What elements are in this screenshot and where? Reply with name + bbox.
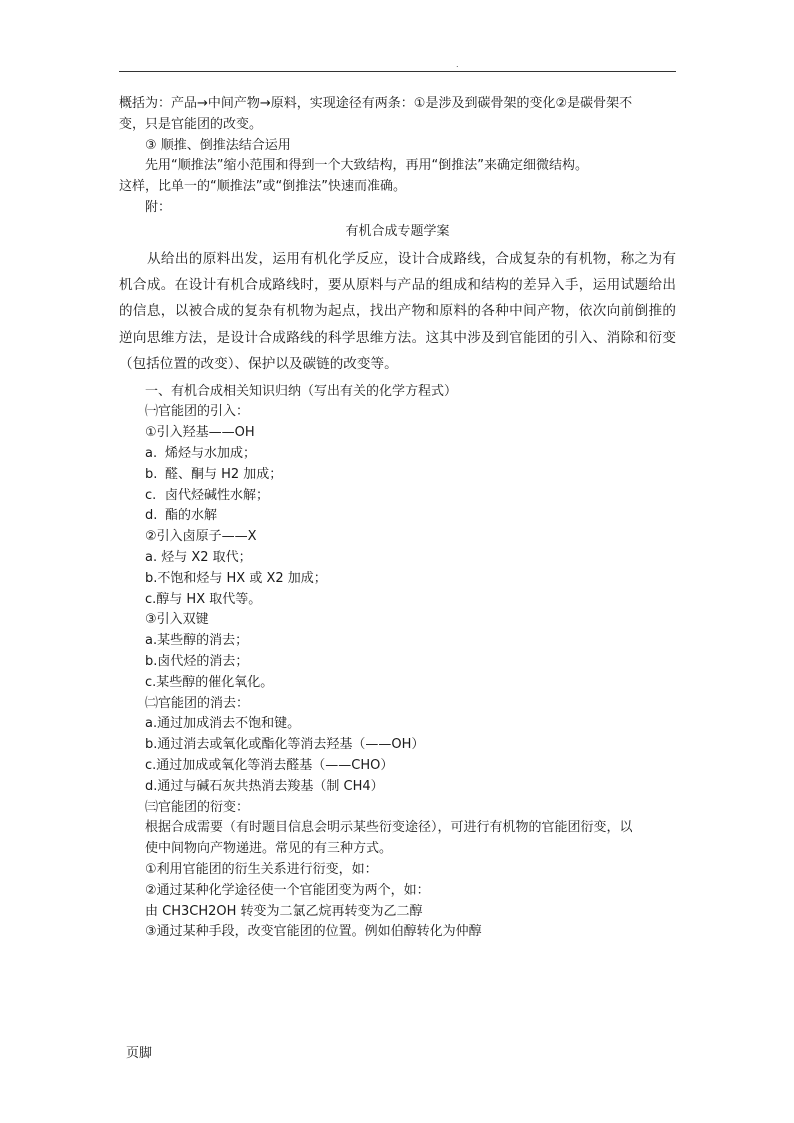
list-label: c. [145,487,157,503]
list-item: ③通过某种手段，改变官能团的位置。例如伯醇转化为仲醇 [145,924,482,940]
list-item [119,444,676,465]
subsection-heading: ㈡官能团的消去： [145,695,250,711]
list-text: 醛、酮与 H2 加成； [165,466,283,482]
list-item [119,506,676,527]
summary-line: 变，只是官能团的改变。 [119,116,263,132]
list-label: a. [145,446,158,461]
list-item [119,486,676,507]
appendix-label: 附： [145,199,172,215]
list-item: d.通过与碱石灰共热消去羧基（制 CH4） [145,778,384,794]
summary-line: 概括为：产品→中间产物→原料，实现途径有两条：①是涉及到碳骨架的变化②是碳骨架不 [119,96,633,111]
list-item: c.通过加成或氧化等消去醛基（——CHO） [145,757,394,773]
list-item [119,465,676,486]
method3-title: ③ 顺推、倒推法结合运用 [145,137,291,153]
list-item: a.某些醇的消去； [145,633,249,649]
method3-text: 先用“顺推法”缩小范围和得到一个大致结构，再用“倒推法”来确定细微结构。 [145,158,588,174]
oh-heading: ①引入羟基——OH [145,425,255,441]
intro-paragraph: 从给出的原料出发，运用有机化学反应，设计合成路线，合成复杂的有机物，称之为有机合成。在设计有机合成路线时，要从原料与产品的组成和结构的差异入手，运用试题给出的信息，以被合成的复杂有机物为起点，找出产物和原料的各种中间产物，依次向前倒推的逆向思维方法，是设计合成路线的科学思维方法。这其中涉及到官能团的引入、消除和衍变（包括位置的改变）、保护以及碳链的改变等。 [119,250,676,373]
list-item: b.卤代烃的消去； [145,653,249,669]
x-heading: ②引入卤原子——X [145,529,257,545]
list-text: 卤代烃碱性水解； [165,487,270,503]
method3-text: 这样，比单一的“顺推法”或“倒推法”快速而准确。 [119,179,406,195]
list-text: 烯烃与水加成； [165,446,257,461]
double-bond-heading: ③引入双键 [145,612,209,628]
page-footer: 页脚 [126,1046,153,1061]
subsection-heading: ㈢官能团的衍变： [145,799,250,815]
section-heading: 一、有机合成相关知识归纳（写出有关的化学方程式） [145,383,458,399]
header-mark: . [456,60,459,69]
list-item: b.不饱和烃与 HX 或 X2 加成； [145,570,327,586]
list-item: a.通过加成消去不饱和键。 [145,716,301,732]
list-label: d. [145,508,158,524]
list-item: b.通过消去或氧化或酯化等消去羟基（——OH） [145,737,425,753]
document-body [119,94,676,943]
subsection-heading: ㈠官能团的引入： [145,404,250,420]
list-item: ②通过某种化学途径使一个官能团变为两个，如： [145,882,430,898]
list-item: a. 烃与 X2 取代； [145,549,252,565]
list-item: c.某些醇的催化氧化。 [145,674,274,690]
list-label: b. [145,466,158,482]
list-item: c.醇与 HX 取代等。 [145,591,262,607]
deriv-text: 使中间物向产物递进。常见的有三种方式。 [145,841,393,857]
list-item: 由 CH3CH2OH 转变为二氯乙烷再转变为乙二醇 [145,903,423,919]
header-rule [119,71,676,72]
doc-title: 有机合成专题学案 [345,223,450,239]
list-text: 酯的水解 [165,508,218,524]
deriv-text: 根据合成需要（有时题目信息会明示某些衍变途径），可进行有机物的官能团衍变，以 [145,820,633,836]
list-item: ①利用官能团的衍生关系进行衍变，如： [145,861,378,877]
